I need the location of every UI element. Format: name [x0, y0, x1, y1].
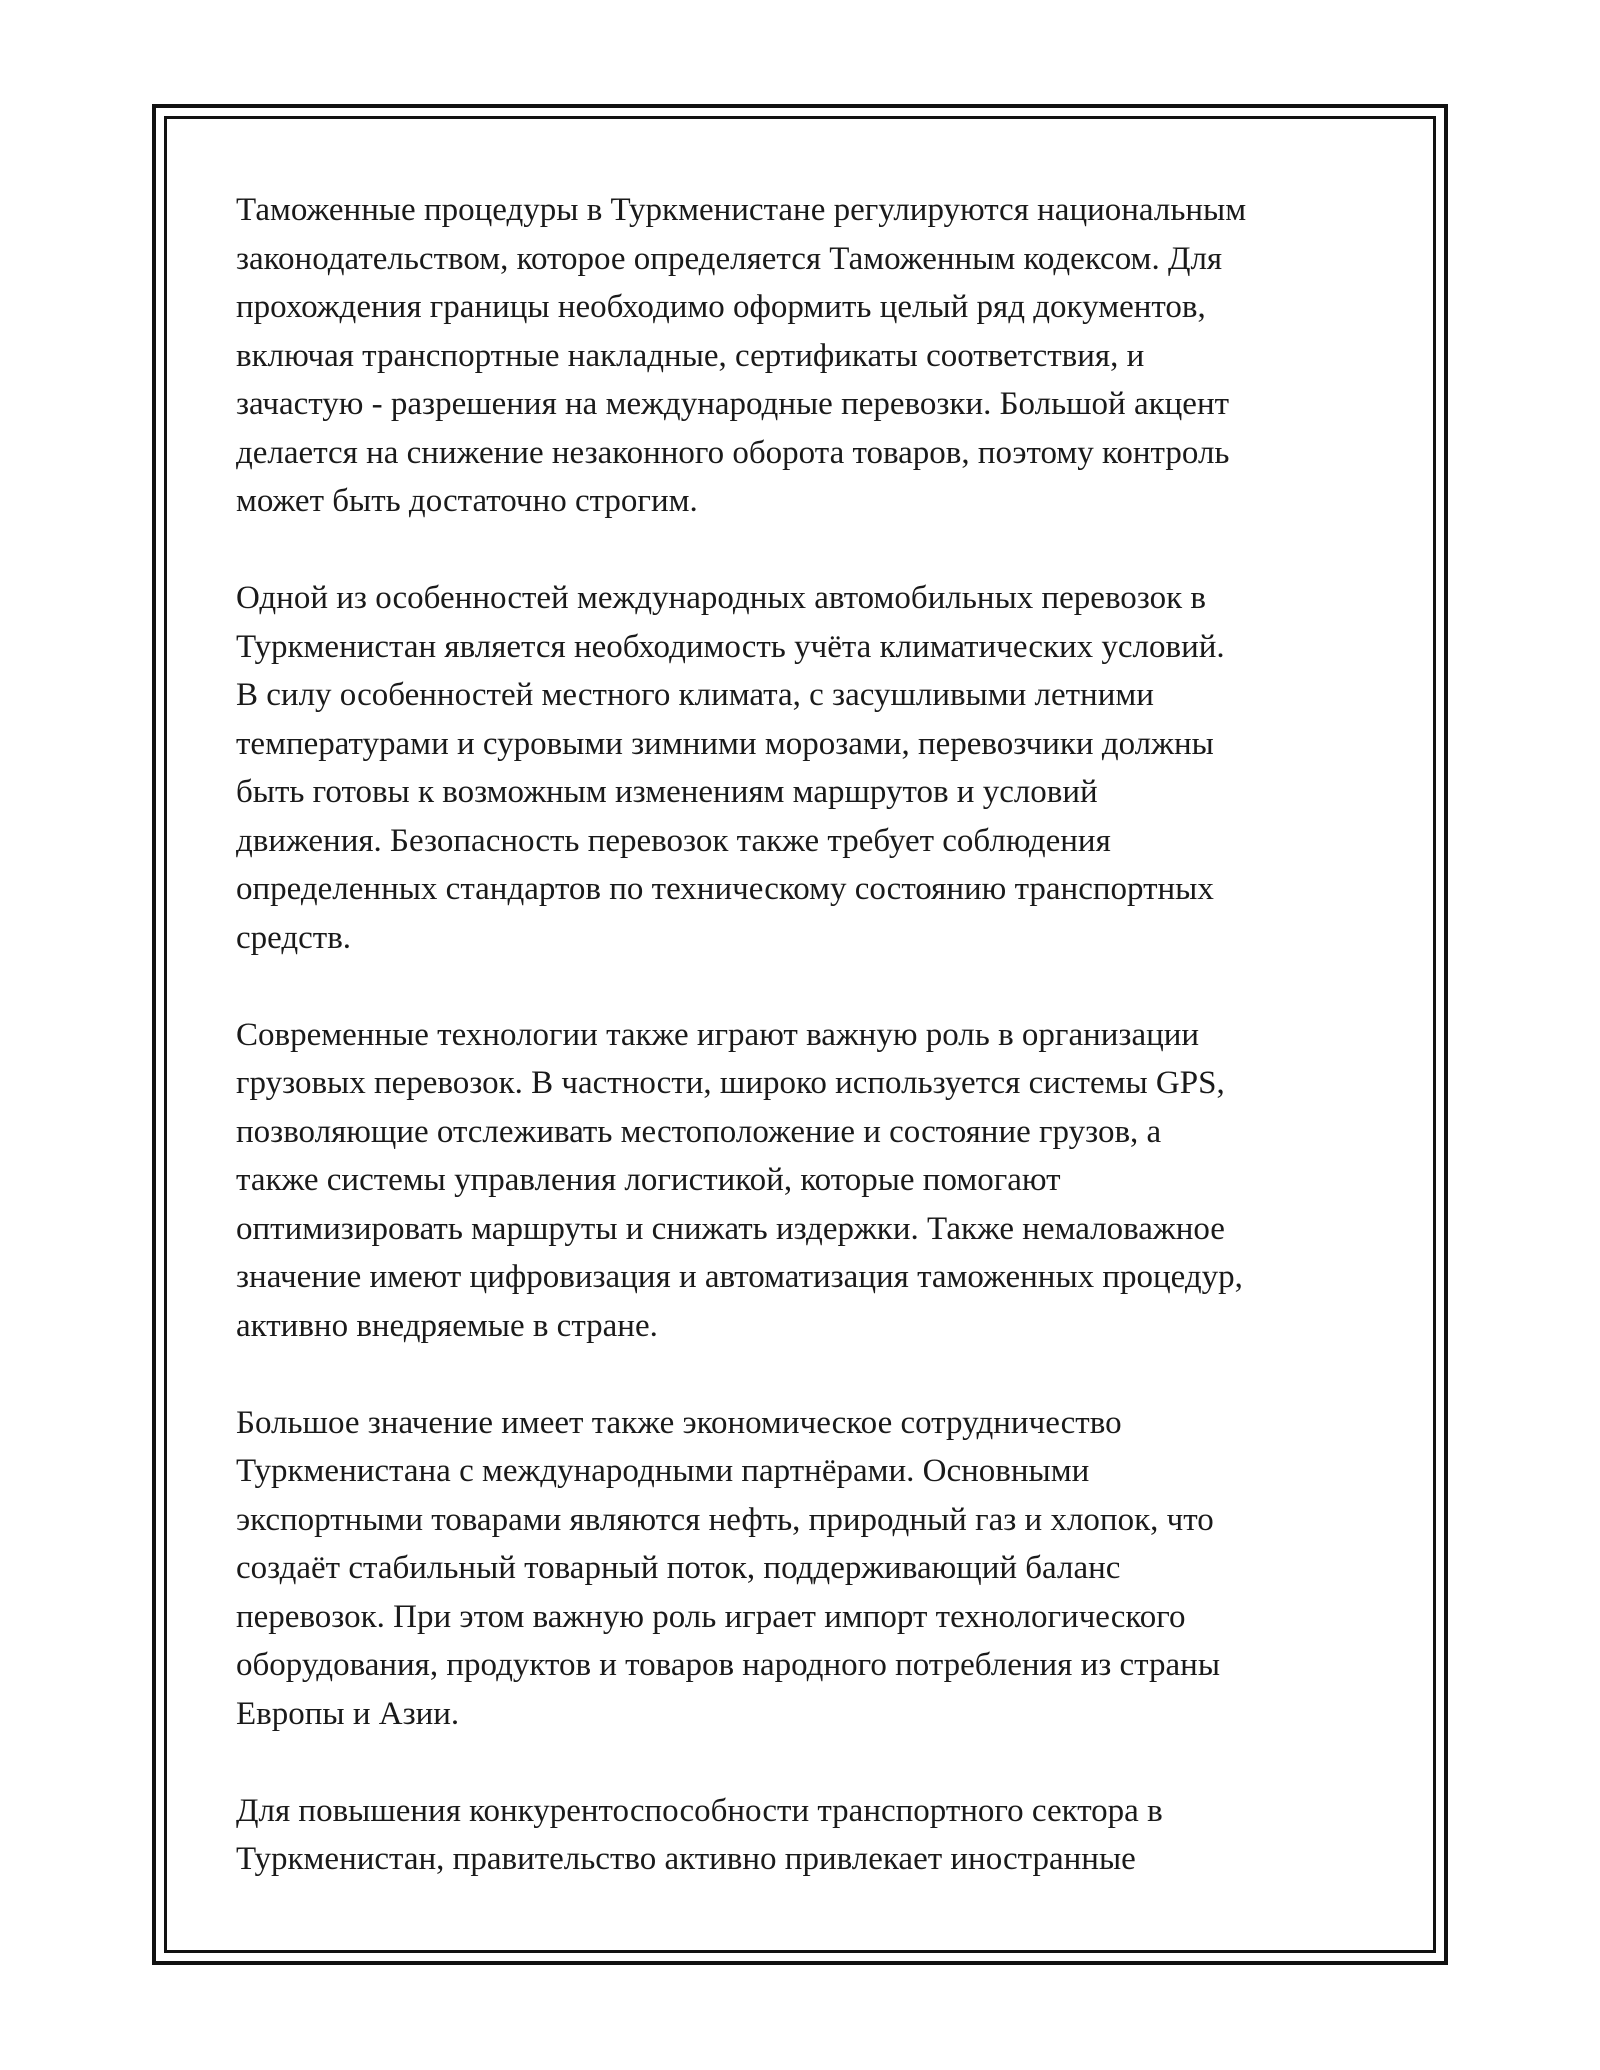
text-line: Туркменистан является необходимость учёта климатических условий.: [236, 628, 1225, 665]
text-line: быть готовы к возможным изменениям маршрутов и условий: [236, 774, 1098, 810]
text-line: определенных стандартов по техническому состоянию транспортных: [236, 871, 1214, 907]
text-line: позволяющие отслеживать местоположение и состояние грузов, а: [236, 1113, 1162, 1150]
text-line: Туркменистан, правительство активно привлекает иностранные: [236, 1841, 1136, 1877]
text-line: включая транспортные накладные, сертификаты соответствия, и: [236, 337, 1145, 374]
text-line: Большое значение имеет также экономическое сотрудничество: [236, 1404, 1122, 1441]
text-line: Таможенные процедуры в Туркменистане регулируются национальным: [236, 192, 1247, 228]
text-line: может быть достаточно строгим.: [236, 483, 698, 519]
text-line: также системы управления логистикой, которые помогают: [236, 1162, 1061, 1198]
text-line: средств.: [236, 919, 352, 956]
text-line: температурами и суровыми зимними морозами, перевозчики должны: [236, 725, 1214, 762]
text-line: значение имеют цифровизация и автоматизация таможенных процедур,: [236, 1259, 1243, 1295]
text-line: активно внедряемые в стране.: [236, 1307, 658, 1344]
text-line: оборудования, продуктов и товаров народного потребления из страны: [236, 1647, 1220, 1683]
paragraph-competitiveness: [236, 1787, 1386, 1884]
paragraph-economic-cooperation: [236, 1399, 1386, 1739]
text-line: прохождения границы необходимо оформить целый ряд документов,: [236, 289, 1206, 325]
text-line: создаёт стабильный товарный поток, поддерживающий баланс: [236, 1550, 1121, 1586]
text-line: Туркменистана с международными партнёрами. Основными: [236, 1453, 1090, 1489]
text-line: Современные технологии также играют важную роль в организации: [236, 1016, 1200, 1053]
text-line: перевозок. При этом важную роль играет импорт технологического: [236, 1598, 1186, 1635]
text-line: движения. Безопасность перевозок также требует соблюдения: [236, 822, 1111, 859]
paragraph-modern-technologies: [236, 1011, 1386, 1351]
paragraph-customs-procedures: [236, 186, 1386, 526]
text-line: В силу особенностей местного климата, с засушливыми летними: [236, 677, 1154, 713]
text-line: грузовых перевозок. В частности, широко используется системы GPS,: [236, 1065, 1225, 1101]
text-line: Одной из особенностей международных автомобильных перевозок в: [236, 580, 1207, 616]
text-line: экспортными товарами являются нефть, природный газ и хлопок, что: [236, 1501, 1214, 1538]
text-line: Для повышения конкурентоспособности транспортного сектора в: [236, 1792, 1163, 1829]
paragraph-climate-conditions: [236, 574, 1386, 962]
text-line: делается на снижение незаконного оборота товаров, поэтому контроль: [236, 434, 1230, 471]
document-body: [236, 186, 1386, 1932]
text-line: законодательством, которое определяется Таможенным кодексом. Для: [236, 240, 1223, 277]
text-line: Европы и Азии.: [236, 1695, 460, 1732]
text-line: зачастую - разрешения на международные перевозки. Большой акцент: [236, 386, 1230, 422]
text-line: оптимизировать маршруты и снижать издержки. Также немаловажное: [236, 1210, 1225, 1247]
